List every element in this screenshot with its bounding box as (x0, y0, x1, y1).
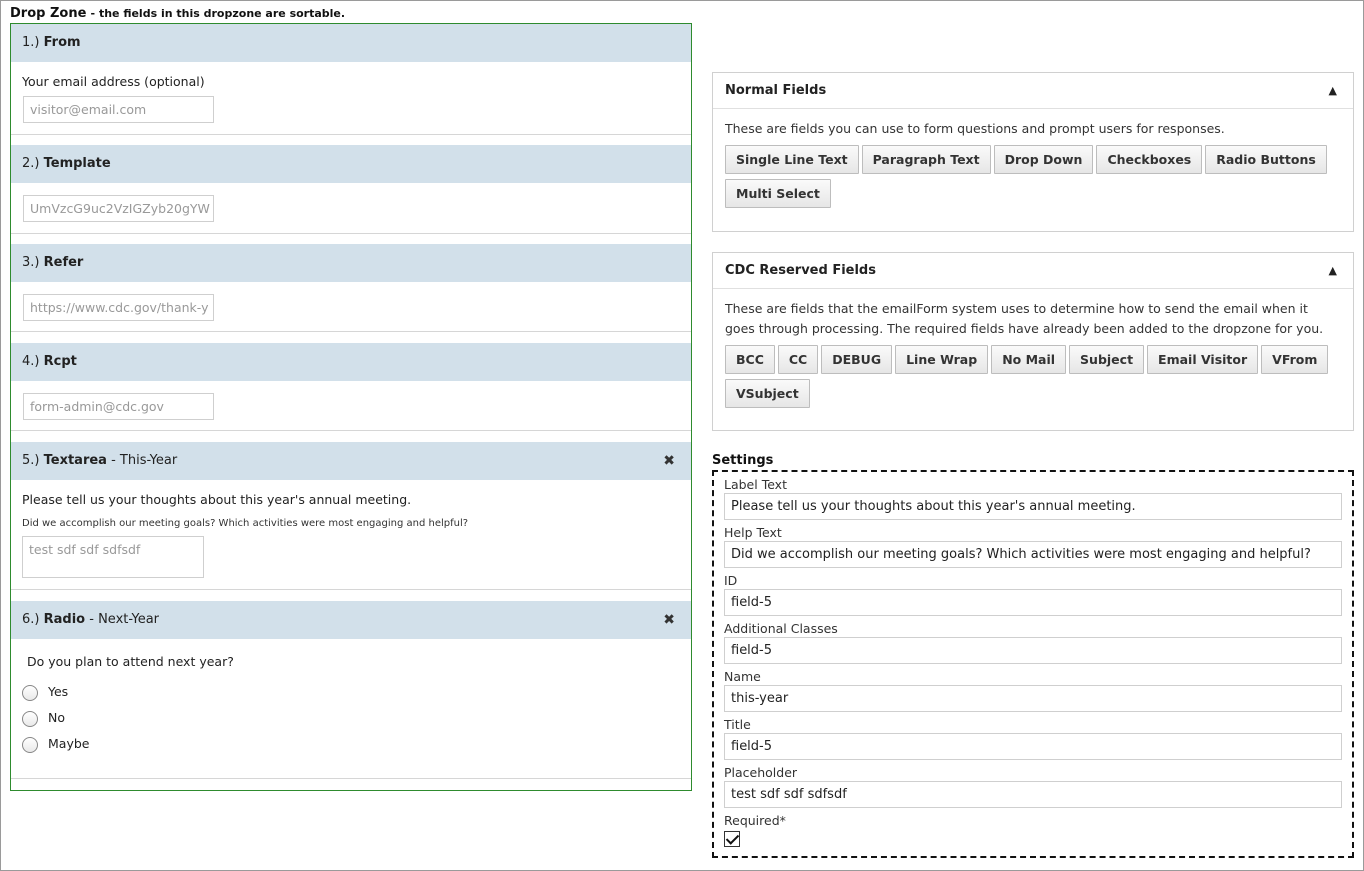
field-type: Radio (43, 612, 86, 627)
textarea-input[interactable]: test sdf sdf sdfsdf (22, 536, 204, 578)
additional-classes-label: Additional Classes (724, 621, 838, 636)
additional-classes-input[interactable]: field-5 (724, 637, 1342, 664)
title-input[interactable]: field-5 (724, 733, 1342, 760)
field-number: 4.) (22, 354, 40, 369)
field-number: 3.) (22, 255, 40, 270)
field-type: From (43, 35, 81, 50)
field-rcpt[interactable] (11, 343, 691, 431)
id-label: ID (724, 573, 738, 588)
vfrom-button[interactable]: VFrom (1261, 345, 1328, 374)
vsubject-button[interactable]: VSubject (725, 379, 810, 408)
checkboxes-button[interactable]: Checkboxes (1096, 145, 1202, 174)
collapse-caret-icon[interactable]: ▲ (1328, 84, 1337, 97)
close-icon[interactable]: ✖ (663, 612, 675, 628)
single-line-text-button[interactable]: Single Line Text (725, 145, 859, 174)
field-number: 2.) (22, 156, 40, 171)
collapse-caret-icon[interactable]: ▲ (1328, 264, 1337, 277)
settings-panel (712, 470, 1354, 858)
required-label: Required* (724, 813, 786, 828)
field-header[interactable] (11, 145, 691, 183)
reserved-fields-panel (712, 252, 1354, 431)
radio-label: Maybe (48, 736, 90, 751)
drop-down-button[interactable]: Drop Down (994, 145, 1094, 174)
refer-input[interactable]: https://www.cdc.gov/thank-y (23, 294, 214, 321)
name-label: Name (724, 669, 761, 684)
help-text-label: Help Text (724, 525, 782, 540)
field-suffix: - Next-Year (89, 612, 160, 627)
radio-option-yes[interactable] (22, 684, 68, 701)
paragraph-text-button[interactable]: Paragraph Text (862, 145, 991, 174)
radio-button[interactable] (22, 711, 38, 727)
id-input[interactable]: field-5 (724, 589, 1342, 616)
field-header[interactable] (11, 442, 691, 480)
field-number: 5.) (22, 453, 40, 468)
radio-option-maybe[interactable] (22, 736, 89, 753)
field-radio[interactable] (11, 601, 691, 779)
title-label: Title (724, 717, 751, 732)
bcc-button[interactable]: BCC (725, 345, 775, 374)
field-textarea[interactable] (11, 442, 691, 590)
multi-select-button[interactable]: Multi Select (725, 179, 831, 208)
radio-label: Yes (48, 684, 69, 699)
cc-button[interactable]: CC (778, 345, 818, 374)
field-refer[interactable] (11, 244, 691, 332)
reserved-fields-header[interactable] (713, 253, 1353, 289)
normal-fields-panel (712, 72, 1354, 232)
field-from[interactable] (11, 24, 691, 135)
panel-description: These are fields you can use to form questions and prompt users for responses. (725, 121, 1225, 136)
help-text-input[interactable]: Did we accomplish our meeting goals? Which activities were most engaging and helpful? (724, 541, 1342, 568)
dropzone[interactable] (10, 23, 692, 791)
field-suffix: - This-Year (111, 453, 178, 468)
label-text-input[interactable]: Please tell us your thoughts about this year's annual meeting. (724, 493, 1342, 520)
field-header[interactable] (11, 601, 691, 639)
radio-label: No (48, 710, 65, 725)
template-input[interactable]: UmVzcG9uc2VzIGZyb20gYW (23, 195, 214, 222)
field-header[interactable] (11, 24, 691, 62)
radio-button[interactable] (22, 737, 38, 753)
field-type: Refer (43, 255, 84, 270)
name-input[interactable]: this-year (724, 685, 1342, 712)
debug-button[interactable]: DEBUG (821, 345, 892, 374)
rcpt-input[interactable]: form-admin@cdc.gov (23, 393, 214, 420)
placeholder-label: Placeholder (724, 765, 798, 780)
placeholder-input[interactable]: test sdf sdf sdfsdf (724, 781, 1342, 808)
field-template[interactable] (11, 145, 691, 234)
radio-buttons-button[interactable]: Radio Buttons (1205, 145, 1327, 174)
field-type: Rcpt (43, 354, 77, 369)
normal-field-buttons (725, 145, 1341, 213)
field-label: Please tell us your thoughts about this year's annual meeting. (22, 492, 412, 507)
email-input[interactable]: visitor@email.com (23, 96, 214, 123)
normal-fields-header[interactable] (713, 73, 1353, 109)
field-type: Textarea (43, 453, 107, 468)
field-label: Do you plan to attend next year? (27, 654, 234, 669)
field-number: 6.) (22, 612, 40, 627)
field-type: Template (43, 156, 111, 171)
panel-title: Normal Fields (725, 83, 827, 98)
subject-button[interactable]: Subject (1069, 345, 1144, 374)
field-header[interactable] (11, 244, 691, 282)
required-checkbox[interactable] (724, 831, 740, 847)
panel-description: These are fields that the emailForm system uses to determine how to send the email when it goes through processing. The required fields have already been added to the dropzone for you. (725, 301, 1324, 336)
dropzone-heading (10, 6, 345, 21)
reserved-field-buttons (725, 345, 1341, 413)
field-header[interactable] (11, 343, 691, 381)
close-icon[interactable]: ✖ (663, 453, 675, 469)
dropzone-subtitle: - the fields in this dropzone are sortable. (90, 7, 346, 20)
dropzone-title: Drop Zone (10, 6, 87, 21)
panel-title: CDC Reserved Fields (725, 263, 876, 278)
label-text-label: Label Text (724, 477, 787, 492)
settings-title: Settings (712, 453, 774, 468)
field-label: Your email address (optional) (22, 74, 205, 89)
radio-button[interactable] (22, 685, 38, 701)
field-number: 1.) (22, 35, 40, 50)
radio-option-no[interactable] (22, 710, 65, 727)
email-visitor-button[interactable]: Email Visitor (1147, 345, 1258, 374)
line-wrap-button[interactable]: Line Wrap (895, 345, 988, 374)
no-mail-button[interactable]: No Mail (991, 345, 1066, 374)
field-help: Did we accomplish our meeting goals? Which activities were most engaging and helpful? (22, 518, 469, 529)
